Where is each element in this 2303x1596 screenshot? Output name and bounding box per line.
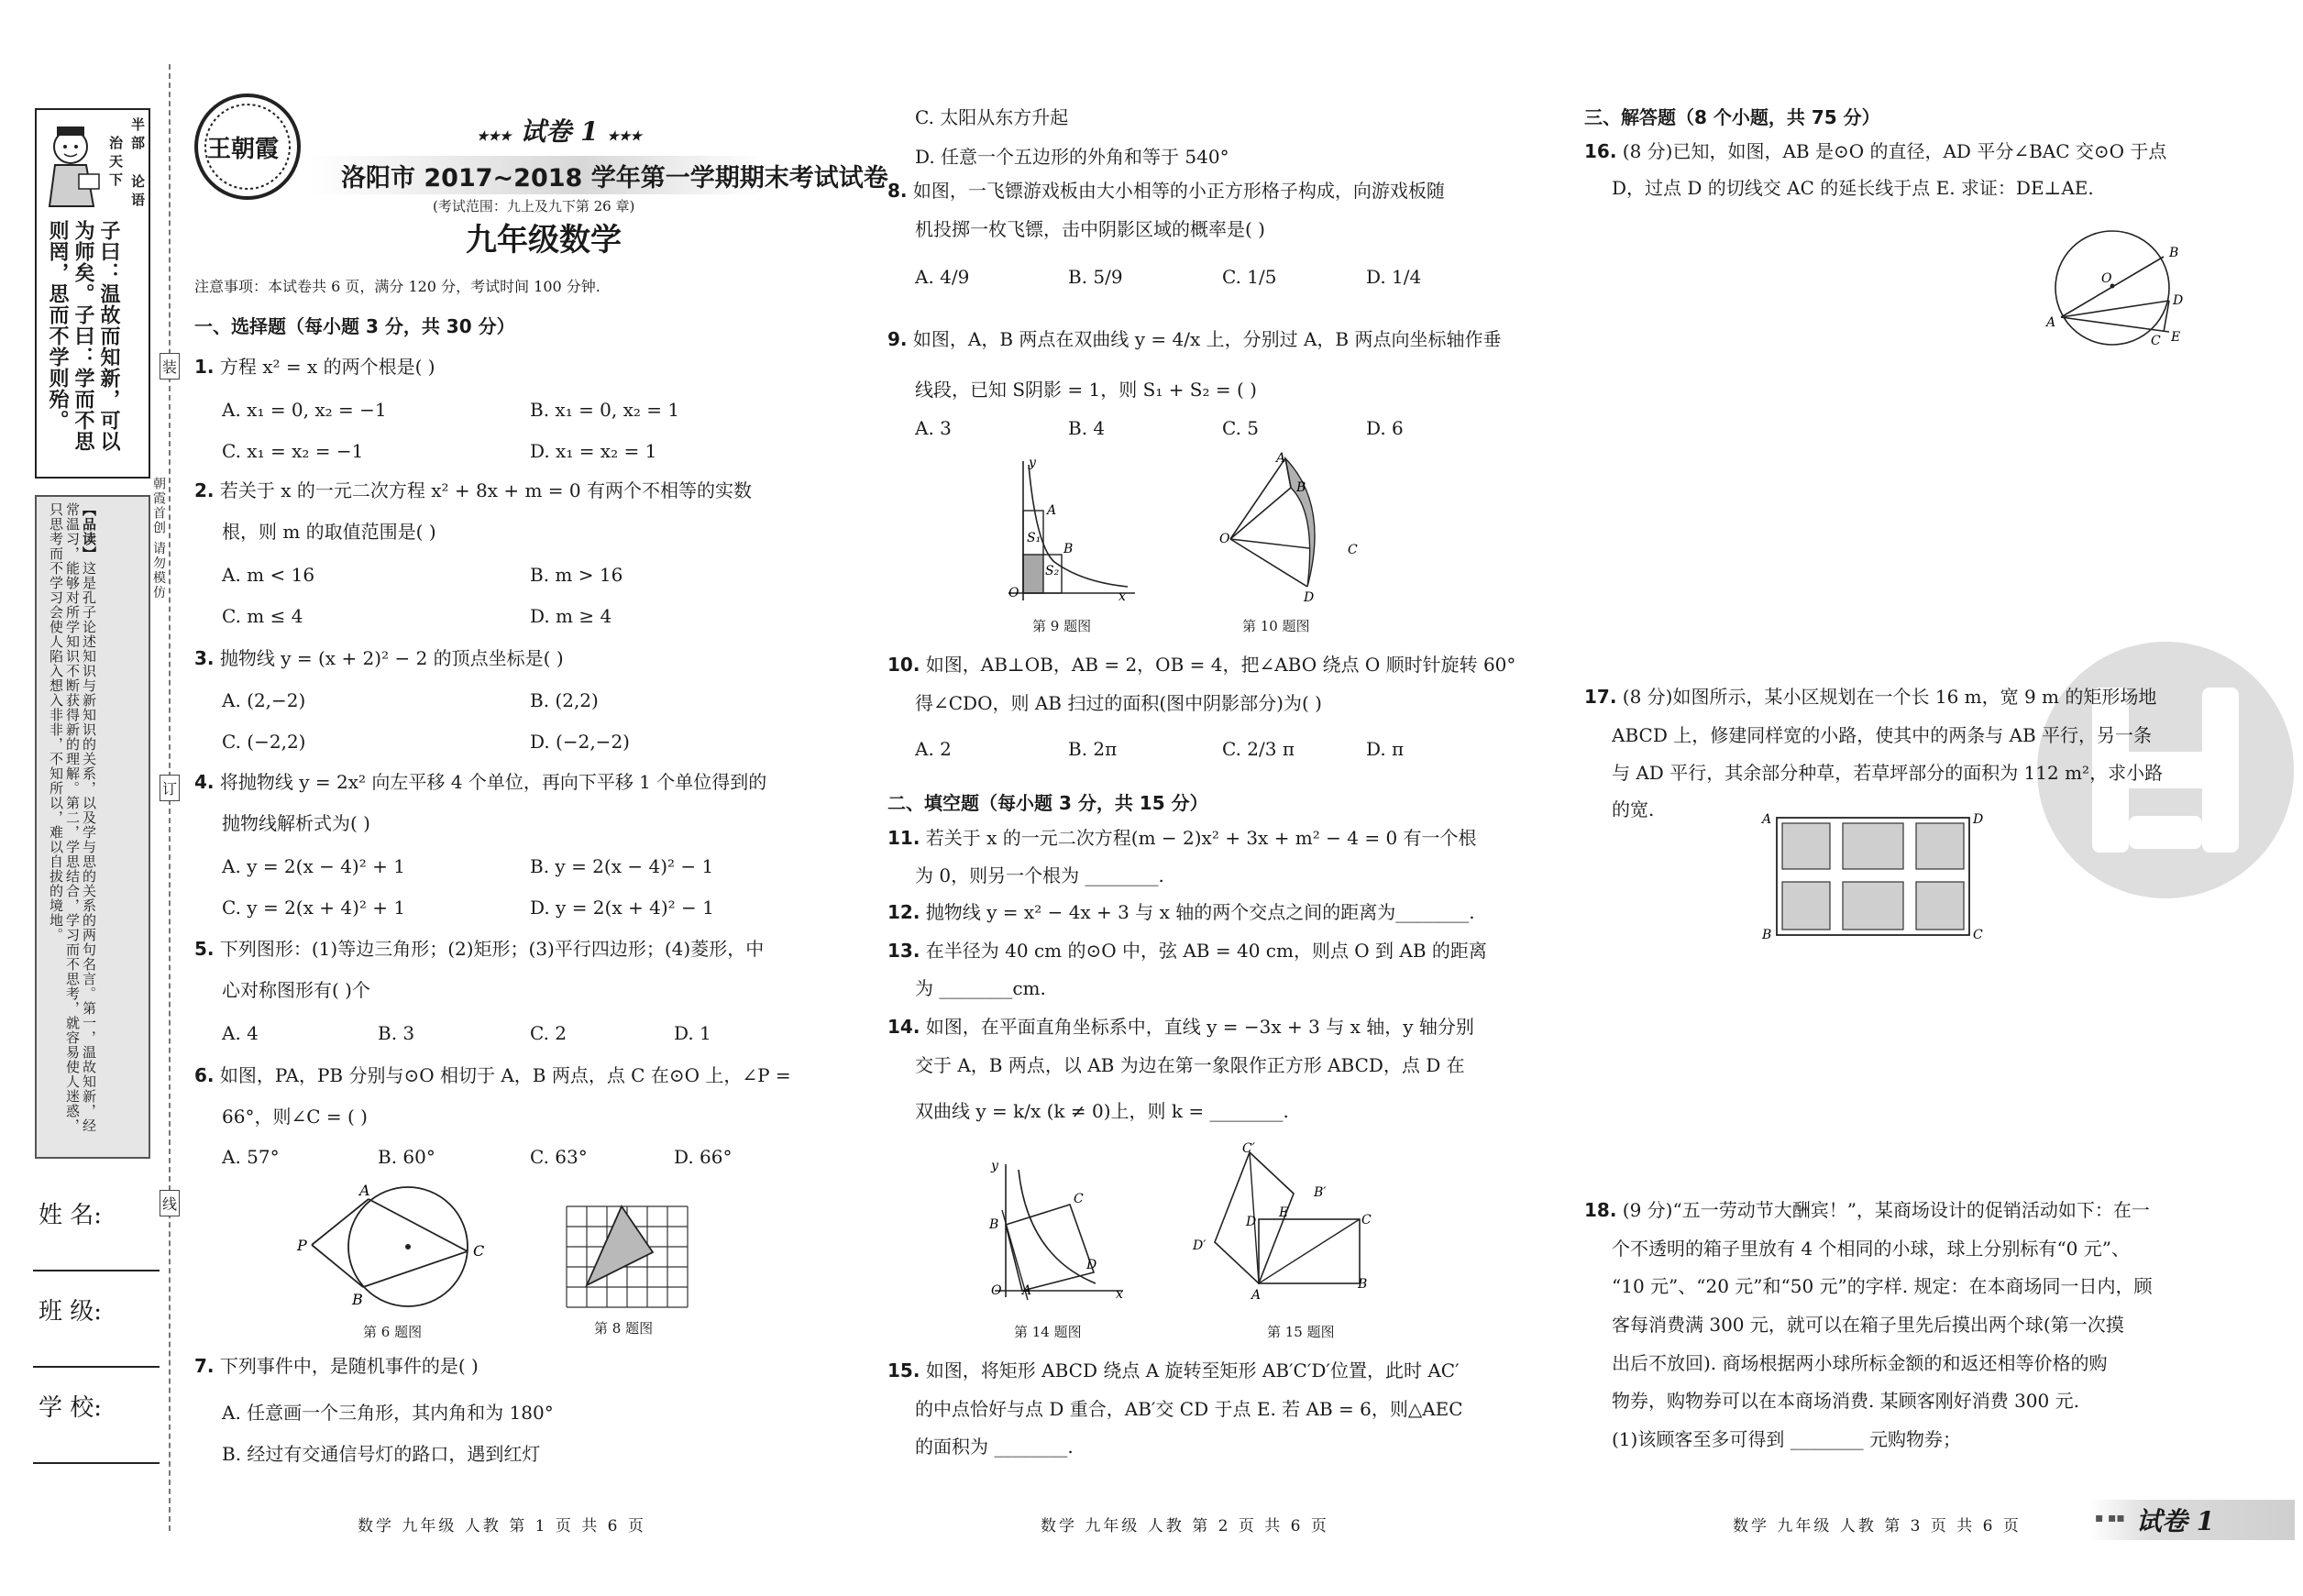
question-4-cont: 抛物线解析式为( ) xyxy=(222,812,370,834)
motto-small-1: 半部 xyxy=(129,117,146,154)
option: D. (−2,−2) xyxy=(530,731,630,753)
caption-fig9: 第 9 题图 xyxy=(1032,618,1092,634)
figure-17 xyxy=(1758,807,1988,944)
caption-fig10: 第 10 题图 xyxy=(1242,618,1310,634)
fig14-label: x xyxy=(1116,1287,1123,1302)
figure-14 xyxy=(986,1155,1132,1302)
qtext: 将抛物线 y = 2x² 向左平移 4 个单位，再向下平移 1 个单位得到的 xyxy=(219,771,767,793)
qtext: 抛物线 y = x² − 4x + 3 与 x 轴的两个交点之间的距离为________. xyxy=(925,901,1475,923)
qnum: 17. xyxy=(1584,686,1617,708)
figure-10 xyxy=(1219,449,1366,605)
fig15-label: B′ xyxy=(1314,1185,1327,1200)
fig9-label: S₁ xyxy=(1027,531,1041,545)
option: D. 1/4 xyxy=(1366,266,1422,288)
fig9-label: A xyxy=(1047,503,1057,518)
side-note: 朝霞首创 请勿模仿 xyxy=(151,477,166,600)
seal-char-1: 装 xyxy=(160,353,180,380)
fig15-label: C′ xyxy=(1242,1141,1255,1156)
option: C. 5 xyxy=(1222,417,1260,439)
qtext: 如图，AB⊥OB，AB = 2，OB = 4，把∠ABO 绕点 O 顺时针旋转 60° xyxy=(925,654,1516,676)
footer-page-2: 数学 九年级 人教 第 2 页 共 6 页 xyxy=(1041,1517,1329,1535)
caption-fig14: 第 14 题图 xyxy=(1014,1324,1082,1340)
question-18-cont4: 出后不放回). 商场根据两小球所标金额的和返还相等价格的购 xyxy=(1612,1352,2108,1374)
question-5 xyxy=(194,935,764,963)
question-9 xyxy=(887,325,1501,353)
fig10-label: B xyxy=(1296,480,1306,495)
question-17-cont3: 的宽. xyxy=(1612,798,1655,820)
qnum: 8. xyxy=(887,180,908,202)
stars-right-icon: ★★★ xyxy=(607,129,643,144)
qnum: 11. xyxy=(887,827,920,849)
fig9-label: S₂ xyxy=(1045,564,1060,578)
fig15-label: C xyxy=(1361,1213,1372,1227)
fig14-label: O xyxy=(991,1283,1002,1298)
name-field[interactable] xyxy=(33,1270,160,1271)
fig16-label: D xyxy=(2173,293,2184,308)
footer-page-3: 数学 九年级 人教 第 3 页 共 6 页 xyxy=(1733,1517,2022,1535)
section-answer: 三、解答题（8 个小题，共 75 分） xyxy=(1584,106,1880,128)
fig10-label: A xyxy=(1276,451,1286,466)
fig15-label: D′ xyxy=(1193,1238,1207,1253)
option: D. 66° xyxy=(674,1146,733,1168)
question-15-cont2: 的面积为 ________. xyxy=(915,1436,1074,1458)
qtext: (9 分)“五一劳动节大酬宾！”，某商场设计的促销活动如下：在一 xyxy=(1622,1199,2150,1221)
question-17-cont: ABCD 上，修建同样宽的小路，使其中的两条与 AB 平行，另一条 xyxy=(1612,724,2153,746)
fig10-label: C xyxy=(1348,543,1358,557)
footer-tag: 试卷 1 xyxy=(2136,1506,2215,1536)
option: B. 经过有交通信号灯的路口，遇到红灯 xyxy=(222,1443,541,1465)
fig14-label: B xyxy=(989,1217,999,1232)
fig14-label: A xyxy=(1022,1283,1032,1298)
fig6-label: A xyxy=(359,1182,370,1199)
option: C. y = 2(x + 4)² + 1 xyxy=(222,897,406,919)
footer-dots-icon: ▪ ▪▪ xyxy=(2095,1511,2125,1525)
caption-fig8: 第 8 题图 xyxy=(594,1320,654,1337)
option: B. (2,2) xyxy=(530,689,599,711)
option: D. m ≥ 4 xyxy=(530,605,612,627)
figure-6 xyxy=(293,1183,504,1320)
qnum: 18. xyxy=(1584,1199,1617,1221)
fig9-label: B xyxy=(1063,542,1074,556)
qtext: 如图，将矩形 ABCD 绕点 A 旋转至矩形 AB′C′D′位置，此时 AC′ xyxy=(925,1359,1460,1381)
cartoon-icon xyxy=(39,119,112,211)
option: A. 4/9 xyxy=(915,266,970,288)
question-16-cont: D，过点 D 的切线交 AC 的延长线于点 E. 求证：DE⊥AE. xyxy=(1612,177,2094,199)
question-11 xyxy=(887,824,1477,852)
caption-fig6: 第 6 题图 xyxy=(363,1324,423,1340)
option: B. 4 xyxy=(1068,417,1106,439)
fig6-label: C xyxy=(473,1242,485,1260)
fig15-label: D xyxy=(1246,1215,1257,1229)
qnum: 12. xyxy=(887,901,920,923)
option: D. 6 xyxy=(1366,417,1404,439)
read-body: 这是孔子论述知识与新知识的关系，以及学与思的关系的两句名言。第一，温故知新，经常温习，能够对所学知识不断获得新的理解。第二，学思结合，学习而不思考，就容易使人迷惑，只思考而不学习会使人陷入想入非非，不知所以，难以自拔的境地。 xyxy=(48,502,97,1133)
question-15-cont: 的中点恰好与点 D 重合，AB′交 CD 于点 E. 若 AB = 6，则△AEC xyxy=(915,1398,1463,1420)
caption-fig15: 第 15 题图 xyxy=(1267,1324,1335,1340)
question-6 xyxy=(194,1062,791,1089)
stars-left-icon: ★★★ xyxy=(477,129,512,144)
question-9-cont: 线段，已知 S阴影 = 1，则 S₁ + S₂ = ( ) xyxy=(915,379,1257,401)
fig17-label: D xyxy=(1973,812,1984,827)
read-label: 【品读】 xyxy=(81,502,97,561)
qnum: 7. xyxy=(194,1355,215,1377)
figure-15 xyxy=(1187,1141,1389,1302)
option: C. 2/3 π xyxy=(1222,738,1295,760)
question-14-cont2: 双曲线 y = k/x (k ≠ 0)上，则 k = ________. xyxy=(915,1100,1289,1122)
sidebar-read-text xyxy=(48,502,97,1144)
option: A. m < 16 xyxy=(222,564,315,586)
qtext: 下列事件中，是随机事件的是( ) xyxy=(219,1355,479,1377)
fig15-label: A xyxy=(1251,1288,1262,1303)
fig10-label: O xyxy=(1219,532,1230,546)
question-18-part1: (1)该顾客至多可得到 ________ 元购物券； xyxy=(1612,1428,1962,1450)
option: A. (2,−2) xyxy=(222,689,306,711)
qnum: 5. xyxy=(194,938,215,960)
fig14-label: D xyxy=(1086,1258,1097,1272)
option: A. 4 xyxy=(222,1022,259,1044)
figure-16 xyxy=(2035,229,2182,358)
option: C. (−2,2) xyxy=(222,731,306,753)
sidebar-quote: 子曰：温故而知新，可以为师矣。子曰：学而不思则罔，思而不学则殆。 xyxy=(46,220,120,452)
option: A. 3 xyxy=(915,417,952,439)
qtext: 在半径为 40 cm 的⊙O 中，弦 AB = 40 cm，则点 O 到 AB 的距离 xyxy=(925,940,1487,962)
option: D. 任意一个五边形的外角和等于 540° xyxy=(915,146,1229,168)
qtext: (8 分)如图所示，某小区规划在一个长 16 m，宽 9 m 的矩形场地 xyxy=(1622,686,2157,708)
qnum: 4. xyxy=(194,771,215,793)
qtext: 抛物线 y = (x + 2)² − 2 的顶点坐标是( ) xyxy=(219,647,564,669)
figure-8 xyxy=(561,1201,700,1320)
footer-page-1: 数学 九年级 人教 第 1 页 共 6 页 xyxy=(358,1517,646,1535)
qnum: 16. xyxy=(1584,140,1617,162)
option: A. 任意画一个三角形，其内角和为 180° xyxy=(222,1402,554,1424)
fig16-label: B xyxy=(2169,246,2179,260)
question-10 xyxy=(887,651,1515,678)
question-2 xyxy=(194,477,752,504)
qnum: 14. xyxy=(887,1016,920,1038)
qnum: 13. xyxy=(887,940,920,962)
seal-char-2: 订 xyxy=(160,775,180,801)
series-text: 试卷 xyxy=(520,116,572,147)
option: B. 5/9 xyxy=(1068,266,1123,288)
school-field[interactable] xyxy=(33,1462,160,1464)
class-field[interactable] xyxy=(33,1366,160,1368)
option: C. 1/5 xyxy=(1222,266,1277,288)
question-18-cont5: 物券，购物券可以在本商场消费. 某顾客刚好消费 300 元. xyxy=(1612,1390,2079,1412)
qtext: 如图，PA，PB 分别与⊙O 相切于 A，B 两点，点 C 在⊙O 上，∠P = xyxy=(219,1064,791,1086)
question-8-cont: 机投掷一枚飞镖，击中阴影区域的概率是( ) xyxy=(915,218,1265,240)
fig16-label: E xyxy=(2171,330,2181,345)
series-label xyxy=(477,112,642,149)
notice: 注意事项：本试卷共 6 页，满分 120 分，考试时间 100 分钟. xyxy=(194,278,601,295)
qtext: 若关于 x 的一元二次方程(m − 2)x² + 3x + m² − 4 = 0 有一个根 xyxy=(925,827,1477,849)
fig9-label: x xyxy=(1118,589,1126,604)
option: C. m ≤ 4 xyxy=(222,605,303,627)
option: A. 2 xyxy=(915,738,952,760)
exam-title: 洛阳市 2017~2018 学年第一学期期末考试试卷 xyxy=(341,164,888,193)
motto-small-2: 治天下 xyxy=(107,136,124,191)
qtext: (8 分)已知，如图，AB 是⊙O 的直径，AD 平分∠BAC 交⊙O 于点 xyxy=(1622,140,2167,162)
option: A. x₁ = 0, x₂ = −1 xyxy=(222,399,387,421)
option: A. y = 2(x − 4)² + 1 xyxy=(222,855,405,877)
qtext: 如图，一飞镖游戏板由大小相等的小正方形格子构成，向游戏板随 xyxy=(912,180,1445,202)
qnum: 9. xyxy=(887,328,908,350)
option: B. m > 16 xyxy=(530,564,623,586)
qnum: 15. xyxy=(887,1359,920,1381)
fig17-label: A xyxy=(1762,812,1772,827)
qnum: 3. xyxy=(194,647,215,669)
question-12 xyxy=(887,898,1475,926)
fig9-label: O xyxy=(1008,586,1019,600)
question-4 xyxy=(194,768,766,796)
option: B. 3 xyxy=(378,1022,415,1044)
fig14-label: C xyxy=(1074,1192,1084,1206)
fig10-label: D xyxy=(1304,590,1315,605)
qtext: 如图，A，B 两点在双曲线 y = 4/x 上，分别过 A，B 两点向坐标轴作垂 xyxy=(912,328,1502,350)
question-5-cont: 心对称图形有( )个 xyxy=(222,979,370,1001)
option: B. y = 2(x − 4)² − 1 xyxy=(530,855,714,877)
option: B. x₁ = 0, x₂ = 1 xyxy=(530,399,680,421)
question-3 xyxy=(194,644,564,672)
seal-char-3: 线 xyxy=(160,1190,180,1216)
option: D. y = 2(x + 4)² − 1 xyxy=(530,897,714,919)
fig16-label: A xyxy=(2046,315,2056,330)
fig14-label: y xyxy=(991,1159,998,1173)
question-8 xyxy=(887,177,1445,204)
option: B. 60° xyxy=(378,1146,435,1168)
qtext: 如图，在平面直角坐标系中，直线 y = −3x + 3 与 x 轴，y 轴分别 xyxy=(925,1016,1474,1038)
question-17 xyxy=(1584,683,2156,710)
fig6-label: P xyxy=(297,1237,307,1254)
option: D. x₁ = x₂ = 1 xyxy=(530,440,657,462)
fig16-label: O xyxy=(2101,271,2112,286)
fig15-label: B xyxy=(1358,1277,1368,1292)
subject-title: 九年级数学 xyxy=(466,222,622,259)
fig17-label: B xyxy=(1762,928,1772,942)
question-17-cont2: 与 AD 平行，其余部分种草，若草坪部分的面积为 112 m²，求小路 xyxy=(1612,762,2164,784)
question-7 xyxy=(194,1352,479,1380)
fig16-label: C xyxy=(2151,334,2161,348)
question-13 xyxy=(887,937,1487,964)
option: C. 2 xyxy=(530,1022,567,1044)
qnum: 1. xyxy=(194,356,215,378)
fig6-label: B xyxy=(352,1291,363,1308)
question-10-cont: 得∠CDO，则 AB 扫过的面积(图中阴影部分)为( ) xyxy=(915,692,1322,714)
question-15 xyxy=(887,1357,1460,1384)
logo-text: 王朝霞 xyxy=(207,136,280,163)
question-6-cont: 66°，则∠C = ( ) xyxy=(222,1106,368,1128)
option: C. x₁ = x₂ = −1 xyxy=(222,440,364,462)
section-fill: 二、填空题（每小题 3 分，共 15 分） xyxy=(887,792,1208,814)
school-label: 学 校: xyxy=(39,1394,103,1422)
qnum: 2. xyxy=(194,479,215,501)
fig17-label: C xyxy=(1973,928,1983,942)
option: C. 太阳从东方升起 xyxy=(915,106,1069,128)
option: B. 2π xyxy=(1068,738,1118,760)
motto-small-3: 论语 xyxy=(129,174,146,211)
class-label: 班 级: xyxy=(39,1298,103,1326)
question-18-cont3: 客每消费满 300 元，就可以在箱子里先后摸出两个球(第一次摸 xyxy=(1612,1314,2124,1336)
series-no: 1 xyxy=(580,116,599,147)
question-1 xyxy=(194,353,435,380)
qtext: 方程 x² = x 的两个根是( ) xyxy=(219,356,435,378)
qtext: 下列图形：(1)等边三角形；(2)矩形；(3)平行四边形；(4)菱形，中 xyxy=(219,938,765,960)
question-16 xyxy=(1584,138,2166,165)
fig9-label: y xyxy=(1029,456,1036,470)
option: D. π xyxy=(1366,738,1405,760)
qnum: 6. xyxy=(194,1064,215,1086)
question-13-cont: 为 ________cm. xyxy=(915,977,1046,999)
question-18-cont2: “10 元”、“20 元”和“50 元”的字样. 规定：在本商场同一日内，顾 xyxy=(1612,1275,2153,1297)
option: A. 57° xyxy=(222,1146,280,1168)
exam-scope: (考试范围：九上及九下第 26 章) xyxy=(433,198,635,215)
question-11-cont: 为 0，则另一个根为 ________. xyxy=(915,864,1164,886)
figure-9 xyxy=(999,454,1137,610)
question-18-cont: 个不透明的箱子里放有 4 个相同的小球，球上分别标有“0 元”、 xyxy=(1612,1238,2130,1260)
option: C. 63° xyxy=(530,1146,588,1168)
question-2-cont: 根，则 m 的取值范围是( ) xyxy=(222,521,436,543)
option: D. 1 xyxy=(674,1022,711,1044)
name-label: 姓 名: xyxy=(39,1202,103,1229)
question-18 xyxy=(1584,1196,2150,1224)
qtext: 若关于 x 的一元二次方程 x² + 8x + m = 0 有两个不相等的实数 xyxy=(219,479,752,501)
section-choice: 一、选择题（每小题 3 分，共 30 分） xyxy=(194,315,515,337)
question-14 xyxy=(887,1013,1474,1040)
fig15-label: E xyxy=(1279,1205,1289,1220)
qnum: 10. xyxy=(887,654,920,676)
question-14-cont: 交于 A，B 两点，以 AB 为边在第一象限作正方形 ABCD，点 D 在 xyxy=(915,1054,1465,1076)
